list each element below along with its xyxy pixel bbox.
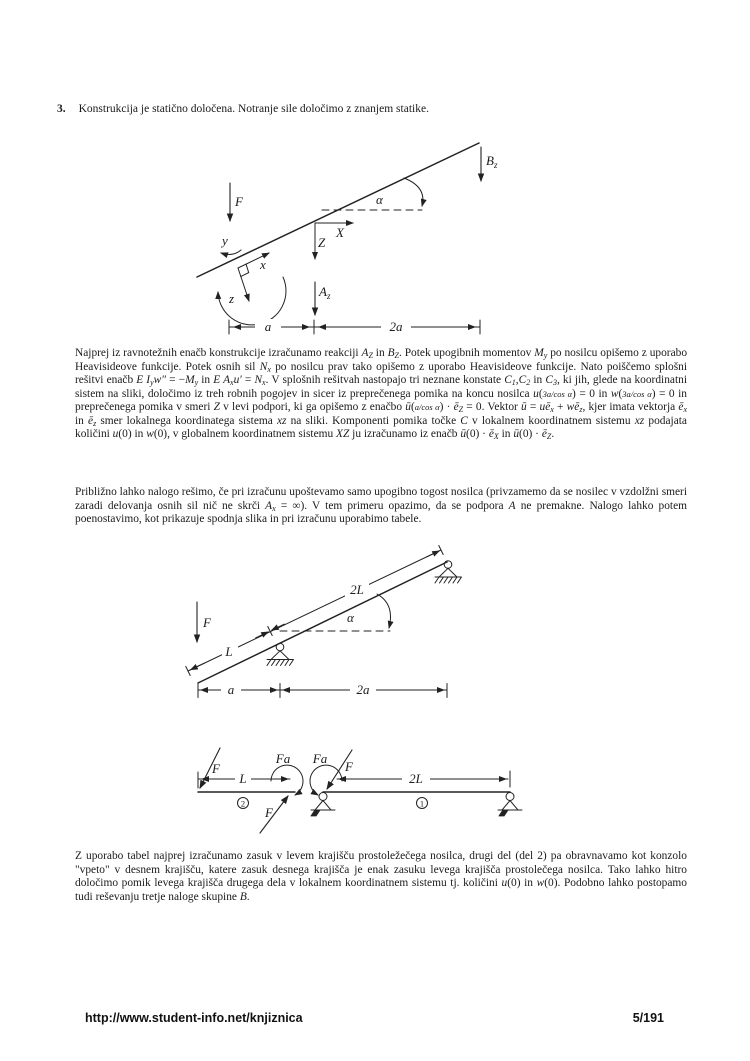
global-axes — [315, 223, 353, 259]
section-number: 3. — [57, 103, 66, 115]
force-f-left-arrow — [200, 748, 221, 788]
support-pin-top-right — [435, 561, 462, 583]
reaction-b-label: $B_z$ — [486, 153, 498, 170]
part-1-badge — [417, 798, 428, 809]
reaction-b-arrow — [481, 147, 498, 181]
dimension-line-bottom — [229, 319, 480, 334]
force-f-arrow — [230, 183, 244, 221]
figure-simplified-beam-supports — [150, 530, 500, 712]
reaction-a-arrow — [315, 282, 331, 315]
axis-z-local-label: z — [229, 291, 235, 306]
moment-fa-right-label: Fa — [312, 751, 328, 766]
paragraph-tables-method: Z uporabo tabel najprej izračunamo zasuk v levem krajišču prostoležečega nosilca, drugi del (del 2) pa obravnavamo kot konzolo "vpeto" v desnem krajišču, katere zasuk desnega krajišča je enak zasuku levega krajišča prostolečega nosilca. Tako lahko hitro določimo pomik levega krajišča drugega dela v lokalnem koordinatnem sistemu tj. količini u(0) in w(0). Podobno lahko postopamo tudi reševanju tretje naloge skupine B. — [75, 850, 687, 903]
y-rotation-arrow — [221, 250, 241, 254]
dim-a-label: a — [227, 682, 235, 697]
footer-page-number: 5/191 — [632, 1011, 664, 1025]
beam — [198, 562, 447, 683]
dim-2a-label: 2a — [356, 682, 370, 697]
paragraph-approximation: Približno lahko nalogo rešimo, če pri izračunu upoštevamo samo upogibno togost nosilca (privzamemo da se nosilec v vzdolžni smeri zaradi delovanja osnih sil nič ne skrči Ax = ∞). V tem primeru opazimo, da se podpora A ne premakne. Nalogo lahko potem poenostavimo, kot prikazuje spodnja slika in pri izračunu uporabimo tabele. — [75, 486, 688, 525]
reaction-a-label: $A_z$ — [319, 284, 331, 301]
force-f-mid-right-arrow — [327, 750, 354, 789]
axis-y-local-label: y — [222, 233, 228, 248]
force-f-mid-left-label: F — [265, 805, 273, 820]
section-heading — [57, 103, 682, 115]
dim-l-label: L — [239, 771, 247, 786]
hatching — [311, 810, 320, 816]
part-1-number: 1 — [419, 798, 425, 809]
support-pin-left — [311, 793, 335, 817]
dim-2l-label: 2L — [350, 582, 364, 597]
dim-a-label: a — [264, 319, 272, 334]
dim-2l-label: 2L — [409, 771, 423, 786]
angle-alpha-label: α — [347, 610, 354, 625]
part-2-number: 2 — [240, 798, 246, 809]
figure-decomposed-beams — [150, 735, 570, 847]
moment-fa-left — [271, 751, 303, 795]
angle-alpha — [280, 594, 391, 631]
hatching — [435, 577, 462, 583]
force-f-label: F — [235, 194, 243, 209]
dim-l-label: L — [225, 644, 233, 659]
force-f-left-label: F — [212, 761, 220, 776]
axis-z-global-label: Z — [318, 235, 326, 250]
local-axes — [218, 233, 286, 325]
force-f-mid-right-label: F — [345, 759, 353, 774]
support-pin-middle — [267, 643, 294, 665]
footer-url: http://www.student-info.net/knjiznica — [85, 1011, 303, 1025]
part-2-badge — [238, 798, 249, 809]
force-f-mid-left-arrow — [260, 796, 288, 833]
axis-x-global-label: X — [336, 225, 344, 240]
dimension-line-along-beam — [186, 546, 443, 676]
angle-alpha-label: α — [376, 192, 383, 207]
support-pin-right — [498, 793, 522, 817]
moment-fa-left-label: Fa — [275, 751, 291, 766]
paragraph-equilibrium-solution: Najprej iz ravnotežnih enačb konstrukcije izračunamo reakciji AZ in BZ. Potek upogibnih momentov My po nosilcu opišemo z uporabo Heavisideove funkcije. Potek osnih sil Nx po nosilcu prav tako opišemo z uporabo Heavisideove funkcije. Nato poiščemo splošni rešitvi enačb E Iyw″ = −My in E Axu′ = Nx. V splošnih rešitvah nastopajo tri neznane konstate C1,C2 in C3, ki jih, glede na koordinatni sistem na sliki, določimo iz treh robnih pogojev in sicer iz preprečenega pomika na koncu nosilca u(3a/cos α) = 0 in w(3a/cos α) = 0 in preprečenega pomika v smeri Z v levi podpori, ki ga opišemo z enačbo ū(a/cos α) · ēZ = 0. Vektor ū = uēx + wēz, kjer imata vektorja ēx in ēz smer lokalnega koordinatega sistema xz na sliki. Komponenti pomika točke C v lokalnem koordinatnem sistemu xz podajata količini u(0) in w(0), v globalnem koordinatnem sistemu XZ ju izračunamo iz enačb ū(0) · ēX in ū(0) · ēZ. — [75, 347, 688, 441]
dimension-2l — [337, 771, 510, 787]
force-f-label: F — [203, 615, 211, 630]
dimension-line-bottom — [198, 682, 447, 698]
force-f-arrow — [197, 602, 212, 642]
figure-inclined-beam-statics — [150, 125, 550, 345]
hatching — [267, 660, 294, 666]
hatching — [499, 810, 508, 816]
axis-x-local-label: x — [260, 257, 266, 272]
dim-2a-label: 2a — [389, 319, 403, 334]
section-title: Konstrukcija je statično določena. Notranje sile določimo z znanjem statike. — [78, 103, 429, 115]
